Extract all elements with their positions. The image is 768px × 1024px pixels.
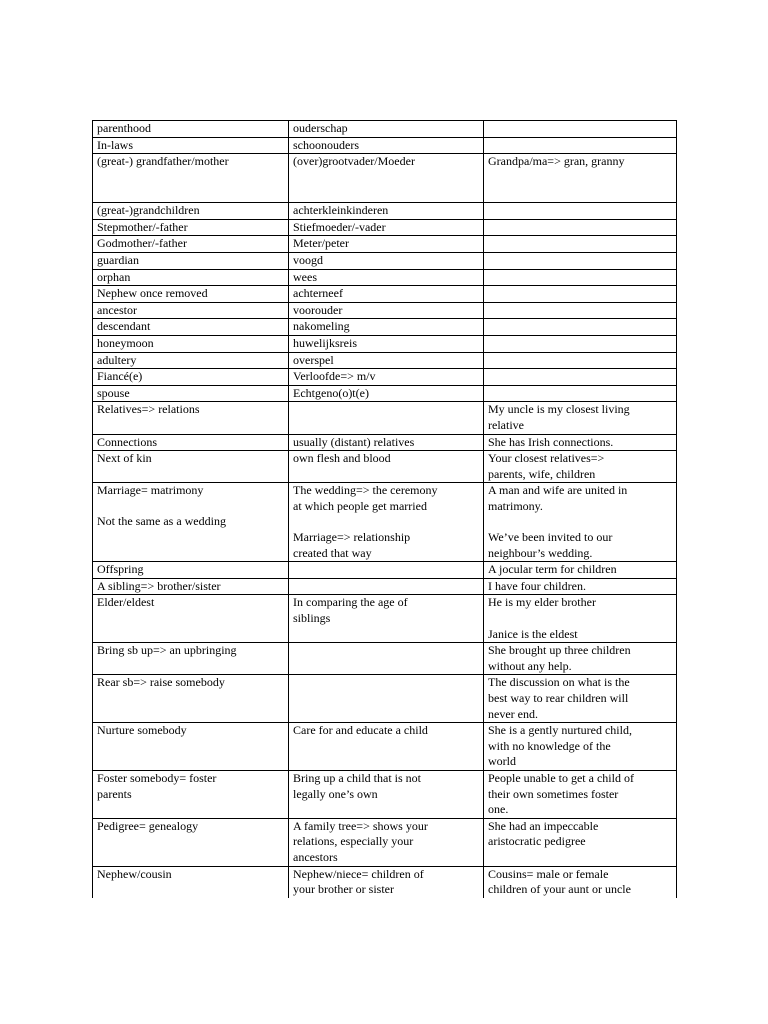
table-cell	[93, 252, 289, 269]
table-cell	[289, 402, 484, 434]
table-cell	[484, 121, 677, 138]
table-cell	[484, 723, 677, 771]
table-cell	[93, 434, 289, 451]
table-cell	[289, 335, 484, 352]
table-cell	[289, 236, 484, 253]
cell-text: He is my elder brother	[488, 595, 596, 610]
cell-text: Bring sb up=> an upbringing	[97, 643, 237, 658]
cell-text: Nephew/niece= children of	[293, 866, 424, 881]
cell-text: Bring up a child that is not	[293, 770, 421, 785]
cell-text: (great-)grandchildren	[97, 203, 200, 218]
cell-text	[488, 270, 672, 286]
cell-text: voogd	[293, 252, 323, 267]
table-cell	[289, 219, 484, 236]
table-row	[93, 675, 677, 723]
cell-text: A family tree=> shows your	[293, 818, 428, 833]
cell-text: voorouder	[293, 302, 343, 317]
table-cell	[289, 369, 484, 386]
cell-text: siblings	[293, 611, 331, 626]
table-cell	[484, 434, 677, 451]
cell-text: A jocular term for children	[488, 562, 617, 577]
cell-text: descendant	[97, 319, 151, 334]
table-cell	[289, 286, 484, 303]
cell-text: nakomeling	[293, 319, 350, 334]
cell-text: Nephew once removed	[97, 286, 208, 301]
table-row	[93, 219, 677, 236]
table-row	[93, 137, 677, 154]
cell-text: guardian	[97, 252, 139, 267]
table-row	[93, 595, 677, 643]
table-cell	[484, 269, 677, 286]
cell-text: created that way	[293, 545, 372, 560]
cell-text	[488, 138, 672, 154]
table-cell	[93, 483, 289, 562]
cell-text: The wedding=> the ceremony	[293, 483, 438, 498]
cell-text: Relatives=> relations	[97, 402, 200, 417]
cell-text: overspel	[293, 352, 334, 367]
table-cell	[289, 595, 484, 643]
table-row	[93, 643, 677, 675]
table-cell	[93, 578, 289, 595]
table-cell	[484, 451, 677, 483]
cell-text	[293, 562, 479, 578]
cell-text: (over)grootvader/Moeder	[293, 154, 415, 169]
cell-text: I have four children.	[488, 578, 586, 593]
cell-text: Grandpa/ma=> gran, granny	[488, 154, 625, 169]
cell-text: best way to rear children will	[488, 691, 629, 705]
cell-text	[488, 369, 672, 385]
table-cell	[484, 643, 677, 675]
cell-text	[488, 286, 672, 302]
cell-text: She has Irish connections.	[488, 434, 614, 449]
cell-text: their own sometimes foster	[488, 786, 619, 801]
table-cell	[93, 369, 289, 386]
cell-text: achterkleinkinderen	[293, 203, 389, 218]
cell-text: Care for and educate a child	[293, 723, 428, 738]
table-cell	[289, 770, 484, 818]
cell-text	[488, 303, 672, 319]
table-cell	[93, 770, 289, 818]
cell-text: In-laws	[97, 137, 133, 152]
cell-text: Cousins= male or female	[488, 866, 609, 881]
table-row	[93, 578, 677, 595]
cell-text: We’ve been invited to our	[488, 530, 613, 545]
table-cell	[289, 203, 484, 220]
table-cell	[93, 269, 289, 286]
cell-text	[488, 253, 672, 269]
table-cell	[484, 578, 677, 595]
table-cell	[289, 675, 484, 723]
cell-text: world	[488, 754, 516, 769]
table-cell	[289, 154, 484, 203]
vocabulary-table-body	[93, 121, 677, 898]
table-cell	[289, 385, 484, 402]
cell-text: Not the same as a wedding	[97, 514, 226, 529]
cell-text: relative	[488, 417, 524, 432]
table-cell	[484, 319, 677, 336]
cell-text: She brought up three children	[488, 643, 631, 658]
cell-text: ancestors	[293, 849, 338, 864]
cell-text: aristocratic pedigree	[488, 834, 586, 849]
cell-text	[488, 203, 672, 219]
cell-text: spouse	[97, 385, 130, 400]
table-cell	[93, 302, 289, 319]
table-row	[93, 562, 677, 579]
table-cell	[289, 723, 484, 771]
table-cell	[484, 137, 677, 154]
cell-text: Godmother/-father	[97, 236, 187, 251]
cell-text: The discussion on what is the	[488, 675, 630, 690]
cell-text: never end.	[488, 706, 538, 721]
table-cell	[289, 434, 484, 451]
cell-text: Offspring	[97, 562, 144, 577]
cell-text: Your closest relatives=>	[488, 451, 605, 466]
cell-text: schoonouders	[293, 137, 359, 152]
cell-text	[488, 121, 672, 137]
cell-text: Rear sb=> raise somebody	[97, 675, 225, 690]
table-row	[93, 723, 677, 771]
cell-text: Meter/peter	[293, 236, 349, 251]
cell-text	[488, 353, 672, 369]
cell-text	[488, 386, 672, 402]
cell-text: Echtgeno(o)t(e)	[293, 385, 369, 400]
table-row	[93, 451, 677, 483]
table-cell	[93, 562, 289, 579]
cell-text: She had an impeccable	[488, 818, 599, 833]
table-cell	[93, 723, 289, 771]
cell-text: Stepmother/-father	[97, 219, 188, 234]
table-cell	[484, 369, 677, 386]
table-cell	[484, 286, 677, 303]
cell-text: matrimony.	[488, 498, 543, 513]
table-cell	[289, 121, 484, 138]
cell-text: Marriage=> relationship	[293, 530, 411, 545]
table-cell	[484, 562, 677, 579]
table-cell	[484, 236, 677, 253]
cell-text	[293, 675, 479, 691]
table-row	[93, 319, 677, 336]
table-cell	[484, 203, 677, 220]
table-cell	[484, 402, 677, 434]
table-cell	[484, 154, 677, 203]
cell-text: A sibling=> brother/sister	[97, 578, 221, 593]
table-row	[93, 483, 677, 562]
table-cell	[93, 643, 289, 675]
cell-text: (great-) grandfather/mother	[97, 154, 229, 169]
cell-text: ancestor	[97, 302, 137, 317]
cell-text: Elder/eldest	[97, 595, 155, 610]
cell-text	[488, 514, 672, 530]
cell-text: huwelijksreis	[293, 335, 357, 350]
table-cell	[93, 352, 289, 369]
cell-text: Nurture somebody	[97, 723, 187, 738]
table-cell	[93, 219, 289, 236]
table-cell	[289, 352, 484, 369]
table-row	[93, 770, 677, 818]
table-cell	[484, 302, 677, 319]
table-cell	[93, 319, 289, 336]
cell-text: legally one’s own	[293, 786, 378, 801]
cell-text: ouderschap	[293, 121, 348, 135]
cell-text	[488, 236, 672, 252]
table-cell	[93, 675, 289, 723]
table-cell	[289, 302, 484, 319]
table-cell	[93, 385, 289, 402]
table-cell	[289, 269, 484, 286]
table-cell	[93, 121, 289, 138]
cell-text: neighbour’s wedding.	[488, 545, 593, 560]
table-cell	[93, 402, 289, 434]
table-cell	[484, 770, 677, 818]
cell-text: Verloofde=> m/v	[293, 369, 376, 384]
cell-text: Stiefmoeder/-vader	[293, 219, 386, 234]
cell-text: with no knowledge of the	[488, 738, 611, 753]
table-row	[93, 402, 677, 434]
cell-text: Fiancé(e)	[97, 369, 143, 384]
table-row	[93, 369, 677, 386]
cell-text: In comparing the age of	[293, 595, 408, 610]
cell-text	[488, 336, 672, 352]
table-row	[93, 286, 677, 303]
table-row	[93, 335, 677, 352]
cell-text: adultery	[97, 352, 137, 367]
cell-text: children of your aunt or uncle	[488, 882, 631, 897]
table-row	[93, 352, 677, 369]
cell-text	[293, 402, 479, 418]
cell-text: parents, wife, children	[488, 466, 596, 481]
cell-text: relations, especially your	[293, 834, 414, 849]
cell-text: parents	[97, 786, 132, 801]
cell-text: your brother or sister	[293, 882, 394, 897]
table-row	[93, 866, 677, 898]
cell-text: one.	[488, 802, 509, 817]
cell-text: Pedigree= genealogy	[97, 818, 199, 833]
cell-text	[488, 220, 672, 236]
table-cell	[289, 252, 484, 269]
cell-text: parenthood	[97, 121, 151, 135]
cell-text: honeymoon	[97, 335, 154, 350]
cell-text: achterneef	[293, 286, 343, 301]
cell-text	[97, 499, 284, 515]
table-cell	[93, 818, 289, 866]
cell-text: My uncle is my closest living	[488, 402, 630, 417]
table-cell	[93, 595, 289, 643]
table-cell	[93, 866, 289, 898]
table-cell	[93, 203, 289, 220]
table-cell	[93, 154, 289, 203]
cell-text: Nephew/cousin	[97, 866, 172, 881]
table-row	[93, 818, 677, 866]
cell-text: Connections	[97, 434, 157, 449]
cell-text: Next of kin	[97, 451, 152, 466]
table-row	[93, 269, 677, 286]
table-row	[93, 252, 677, 269]
cell-text	[488, 611, 672, 627]
table-cell	[289, 818, 484, 866]
table-row	[93, 154, 677, 203]
table-cell	[484, 352, 677, 369]
table-cell	[484, 219, 677, 236]
cell-text: Foster somebody= foster	[97, 770, 217, 785]
table-row	[93, 434, 677, 451]
table-cell	[484, 252, 677, 269]
table-row	[93, 203, 677, 220]
table-row	[93, 385, 677, 402]
table-cell	[289, 643, 484, 675]
cell-text: Janice is the eldest	[488, 626, 578, 641]
cell-text	[293, 579, 479, 595]
table-cell	[289, 319, 484, 336]
table-cell	[484, 818, 677, 866]
table-row	[93, 302, 677, 319]
table-cell	[289, 866, 484, 898]
table-cell	[484, 675, 677, 723]
table-cell	[289, 578, 484, 595]
cell-text: own flesh and blood	[293, 451, 391, 466]
table-cell	[484, 483, 677, 562]
cell-text: Marriage= matrimony	[97, 483, 204, 498]
cell-text: wees	[293, 269, 317, 284]
table-cell	[289, 483, 484, 562]
cell-text: She is a gently nurtured child,	[488, 723, 632, 738]
table-cell	[93, 451, 289, 483]
cell-text: at which people get married	[293, 498, 427, 513]
cell-text	[488, 319, 672, 335]
table-cell	[93, 236, 289, 253]
table-cell	[484, 385, 677, 402]
table-cell	[289, 562, 484, 579]
table-cell	[484, 866, 677, 898]
cell-text: A man and wife are united in	[488, 483, 628, 498]
table-row	[93, 121, 677, 138]
table-cell	[484, 335, 677, 352]
vocabulary-table	[92, 120, 677, 898]
cell-text: usually (distant) relatives	[293, 434, 415, 449]
cell-text: People unable to get a child of	[488, 770, 634, 785]
cell-text: orphan	[97, 269, 131, 284]
table-cell	[93, 286, 289, 303]
table-cell	[289, 137, 484, 154]
table-cell	[93, 335, 289, 352]
table-cell	[93, 137, 289, 154]
table-row	[93, 236, 677, 253]
table-cell	[289, 451, 484, 483]
cell-text	[293, 514, 479, 530]
cell-text: without any help.	[488, 658, 572, 673]
cell-text	[293, 643, 479, 659]
table-cell	[484, 595, 677, 643]
